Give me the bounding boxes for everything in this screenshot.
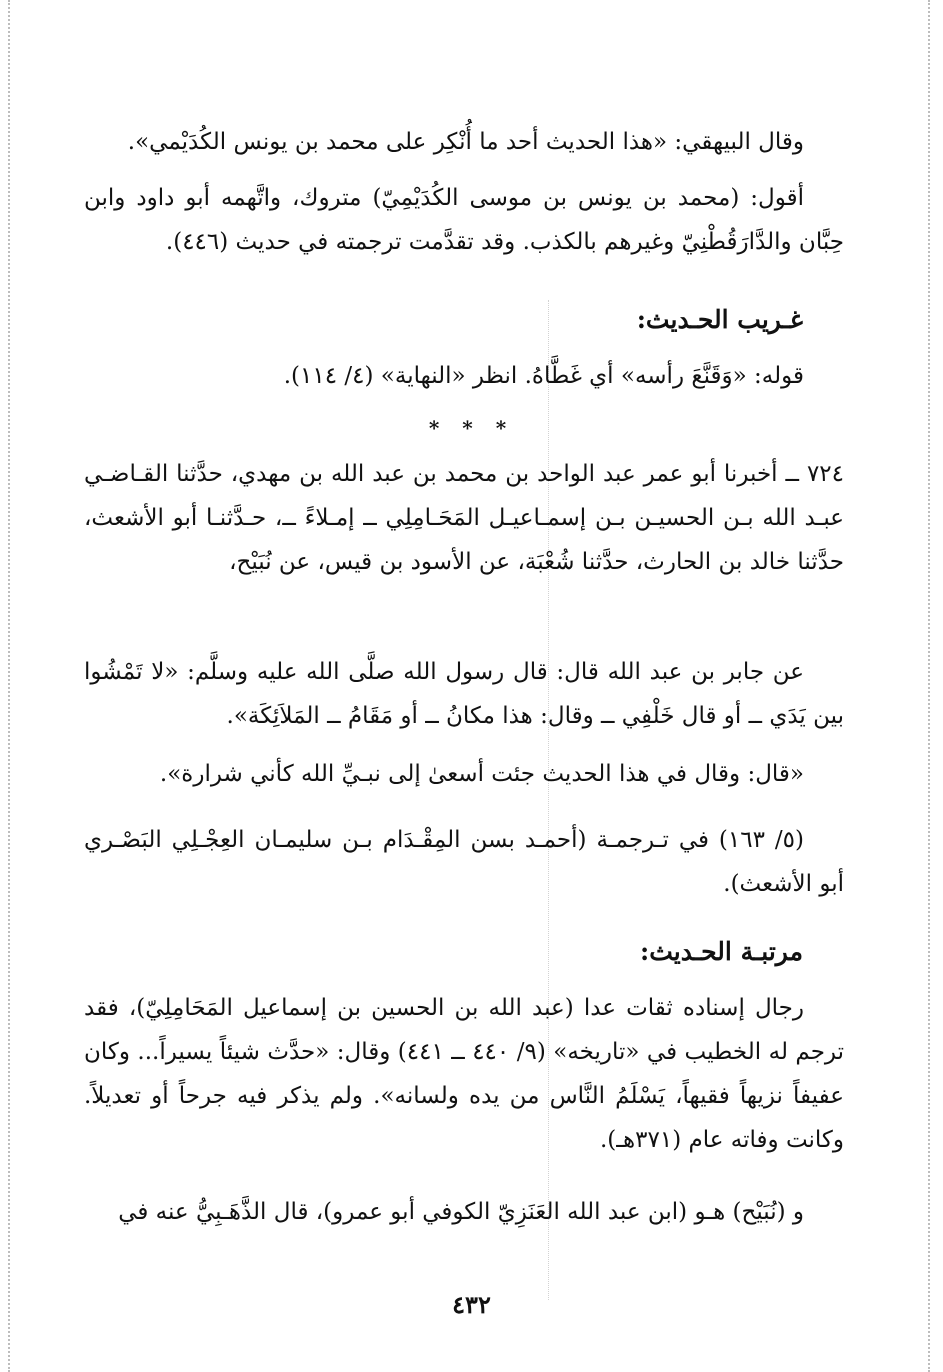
paragraph-text: قوله: «وَقَنَّعَ رأسه» أي غَطَّاهُ. انظر «النهاية» (٤/ ١١٤). bbox=[283, 363, 804, 389]
paragraph-text: وقال البيهقي: «هذا الحديث أحد ما أُنْكِر على محمد بن يونس الكُدَيْمي». bbox=[127, 129, 804, 155]
paragraph-aqulu bbox=[84, 176, 844, 264]
paragraph-rijal bbox=[84, 986, 844, 1162]
paragraph-text: ٧٢٤ ــ أخبرنا أبو عمر عبد الواحد بن محمد بن عبد الله بن مهدي، حدَّثنا القـاضـي عبـد الله بـن الحسيـن بـن إسمـاعيـل المَحَـامِلِي ــ إمـلاءً ــ، حـدَّثنـا أبو الأشعث، حدَّثنا خالد بن الحارث، حدَّثنا شُعْبَة، عن الأسود بن قيس، عن نُبَيْح، bbox=[84, 461, 844, 575]
paragraph-hadith-724-isnad bbox=[84, 452, 844, 584]
paragraph-text: «قال: وقال في هذا الحديث جئت أسعىٰ إلى نبـيِّ الله كأني شرارة». bbox=[159, 761, 804, 787]
paragraph-nubayh bbox=[84, 1190, 844, 1234]
paragraph-qawluhu bbox=[84, 354, 844, 398]
heading-martabat-al-hadith: مرتبـة الحـديث: bbox=[639, 937, 803, 966]
paragraph-qala bbox=[84, 752, 844, 796]
right-page-edge bbox=[928, 0, 930, 1372]
page-number: ٤٣٢ bbox=[452, 1290, 491, 1319]
paragraph-text: عن جابر بن عبد الله قال: قال رسول الله صلَّى الله عليه وسلَّم: «لا تَمْشُوا بين يَدَي ــ أو قال خَلْفِي ــ وقال: هذا مكانُ ــ أو مَقَامُ ــ المَلاَئِكَة». bbox=[84, 659, 844, 729]
paragraph-tarjama bbox=[84, 818, 844, 906]
paragraph-hadith-matn bbox=[84, 650, 844, 738]
paragraph-text: و (نُبَيْح) هـو (ابن عبد الله العَنَزِيّ الكوفي أبو عمرو)، قال الذَّهَـبِيُّ عنه في bbox=[118, 1199, 804, 1225]
paragraph-bayhaqi bbox=[84, 120, 844, 164]
paragraph-text: (٥/ ١٦٣) في تـرجمـة (أحمـد بسن المِقْـدَام بـن سليمـان العِجْـلِي البَصْـري أبو الأشعث). bbox=[84, 827, 844, 897]
left-page-edge bbox=[8, 0, 10, 1372]
heading-gharib-al-hadith: غـريب الحـديث: bbox=[636, 305, 803, 334]
paragraph-text: أقول: (محمد بن يونس بن موسى الكُدَيْمِيّ) متروك، واتَّهمه أبو داود وابن حِبَّان والدَّارَقُطْنِيّ وغيرهم بالكذب. وقد تقدَّمت ترجمته في حديث (٤٤٦). bbox=[84, 185, 844, 255]
section-separator: * * * bbox=[428, 416, 515, 440]
paragraph-text: رجال إسناده ثقات عدا (عبد الله بن الحسين بن إسماعيل المَحَامِلِيّ)، فقد ترجم له الخطيب في «تاريخه» (٩/ ٤٤٠ ــ ٤٤١) وقال: «حدَّث شيئاً يسيراً... وكان عفيفاً نزيهاً فقيهاً، يَسْلَمُ النَّاس من يده ولسانه». ولم يذكر فيه جرحاً أو تعديلاً. وكانت وفاته عام (٣٧١هـ). bbox=[84, 995, 845, 1153]
